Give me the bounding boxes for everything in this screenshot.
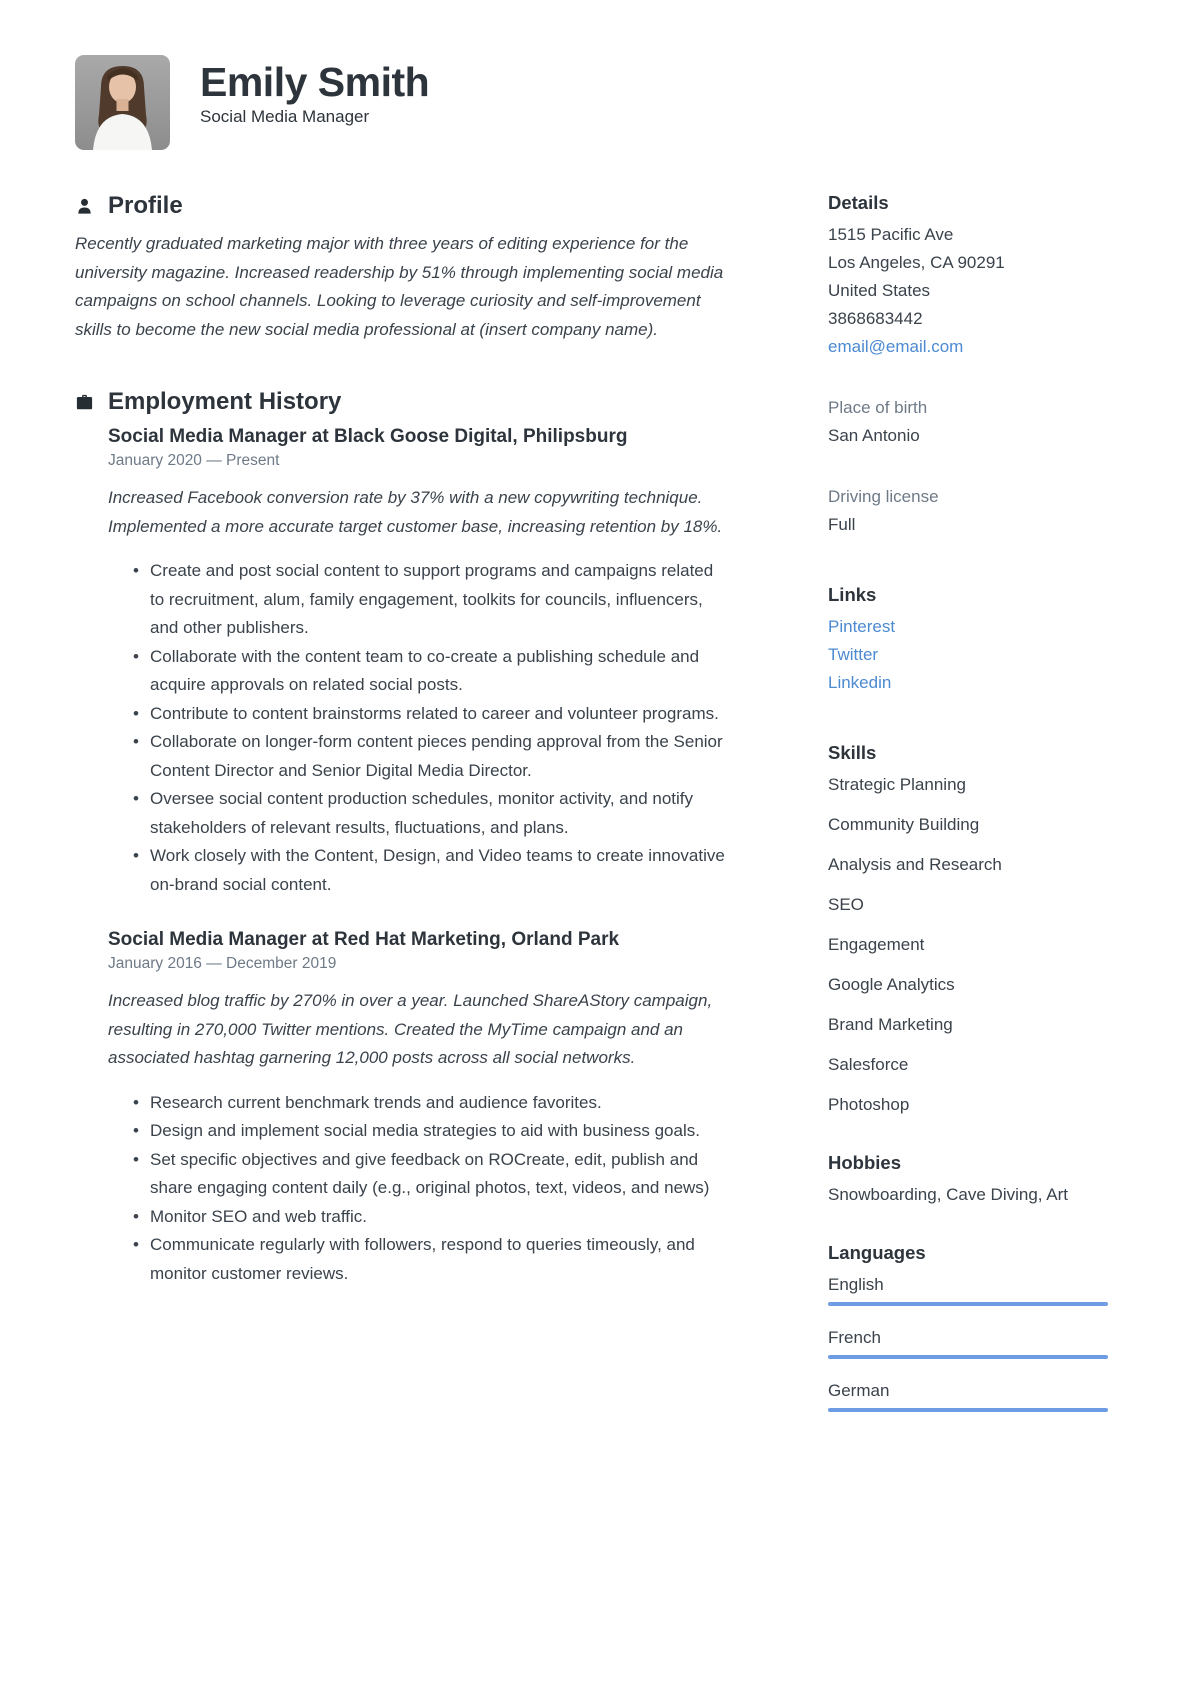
skill-item: Analysis and Research: [828, 855, 1002, 874]
content-columns: [75, 192, 1190, 1445]
person-name: Emily Smith: [200, 59, 430, 105]
skill-item: Salesforce: [828, 1055, 909, 1074]
profile-section-header: [75, 192, 730, 220]
job-dates: January 2016 — December 2019: [108, 955, 337, 972]
language-name: German: [828, 1381, 890, 1400]
driving-license-label: Driving license: [828, 487, 939, 506]
job-bullet: • Research current benchmark trends and audience favorites.: [108, 1089, 730, 1118]
person-icon: [75, 197, 94, 216]
skills-list: [828, 771, 1108, 1119]
header: [75, 55, 1190, 150]
language-item: [828, 1324, 1108, 1359]
job-summary: Increased blog traffic by 270% in over a year. Launched ShareAStory campaign, resulting in 270,000 Twitter mentions. Created the MyTime campaign and an associated hashtag garnering 12,000 posts across all social networks.: [108, 991, 713, 1067]
address-line: 3868683442: [828, 309, 923, 328]
job-bullet: • Oversee social content production schedules, monitor activity, and notify stakeholders of relevant results, fluctuations, and plans.: [108, 785, 730, 842]
job-bullet: • Set specific objectives and give feedback on ROCreate, edit, publish and share engaging content daily (e.g., original photos, text, videos, and news): [108, 1146, 730, 1203]
language-item: [828, 1377, 1108, 1412]
hobbies-heading: Hobbies: [828, 1152, 901, 1173]
address-line: 1515 Pacific Ave: [828, 225, 954, 244]
links-section: [828, 584, 1108, 697]
address-line: United States: [828, 281, 931, 300]
languages-list: [828, 1271, 1108, 1412]
languages-heading: Languages: [828, 1242, 926, 1263]
job-title: Social Media Manager at Black Goose Digital, Philipsburg: [108, 426, 628, 447]
language-name: French: [828, 1328, 881, 1347]
sidebar: [828, 192, 1108, 1445]
job-bullet: • Work closely with the Content, Design, and Video teams to create innovative on-brand social content.: [108, 842, 730, 899]
profile-section: [75, 192, 730, 344]
driving-license-section: [828, 483, 1108, 539]
address-line: Los Angeles, CA 90291: [828, 253, 1005, 272]
job-bullet: • Collaborate on longer-form content pieces pending approval from the Senior Content Director and Senior Digital Media Director.: [108, 728, 730, 785]
skill-item: Brand Marketing: [828, 1015, 953, 1034]
name-block: [200, 55, 429, 127]
job-bullets: [108, 557, 730, 899]
place-of-birth-section: [828, 394, 1108, 450]
profile-photo: [75, 55, 170, 150]
job-bullet: • Create and post social content to support programs and campaigns related to recruitment, alum, family engagement, toolkits for councils, influencers, and other publishers.: [108, 557, 730, 643]
hobbies-text: Snowboarding, Cave Diving, Art: [828, 1185, 1069, 1204]
skills-heading: Skills: [828, 742, 877, 763]
job-bullet: • Contribute to content brainstorms related to career and volunteer programs.: [108, 700, 730, 729]
job-summary: Increased Facebook conversion rate by 37% with a new copywriting technique. Implemented a more accurate target customer base, increasing retention by 18%.: [108, 488, 723, 536]
language-item: [828, 1271, 1108, 1306]
languages-section: [828, 1242, 1108, 1412]
person-job-title: Social Media Manager: [200, 106, 370, 126]
skills-section: [828, 742, 1108, 1119]
profile-heading: Profile: [108, 192, 183, 219]
social-link-linkedin[interactable]: Linkedin: [828, 673, 892, 692]
driving-license-value: Full: [828, 515, 856, 534]
jobs-list: [108, 426, 730, 1288]
skill-item: Strategic Planning: [828, 775, 966, 794]
job-bullet: • Collaborate with the content team to co-create a publishing schedule and acquire approvals on related social posts.: [108, 643, 730, 700]
details-heading: Details: [828, 192, 889, 213]
links-heading: Links: [828, 584, 877, 605]
briefcase-icon: [75, 393, 94, 412]
social-link-twitter[interactable]: Twitter: [828, 645, 879, 664]
language-level-bar: [828, 1408, 1108, 1412]
main-column: [75, 192, 730, 1445]
email-link[interactable]: email@email.com: [828, 337, 964, 356]
job-entry: [108, 426, 730, 899]
language-level-fill: [828, 1302, 1108, 1306]
job-bullet: • Communicate regularly with followers, respond to queries timeously, and monitor customer reviews.: [108, 1231, 730, 1288]
employment-section: [75, 388, 730, 1288]
language-level-bar: [828, 1355, 1108, 1359]
job-dates: January 2020 — Present: [108, 452, 280, 469]
portrait-illustration: [75, 55, 170, 150]
address-block: [828, 221, 1108, 333]
profile-text: Recently graduated marketing major with three years of editing experience for the university magazine. Increased readership by 51% through implementing social media campaigns on school channels. Looking to leverage curiosity and self-improvement skills to become the new social media professional at (insert company name).: [75, 234, 724, 339]
details-section: [828, 192, 1108, 361]
job-bullet: • Design and implement social media strategies to aid with business goals.: [108, 1117, 730, 1146]
skill-item: Community Building: [828, 815, 980, 834]
language-level-fill: [828, 1355, 1108, 1359]
language-level-bar: [828, 1302, 1108, 1306]
job-bullets: [108, 1089, 730, 1289]
place-of-birth-value: San Antonio: [828, 426, 920, 445]
skill-item: Photoshop: [828, 1095, 910, 1114]
employment-section-header: [75, 388, 730, 416]
employment-heading: Employment History: [108, 388, 342, 415]
social-link-pinterest[interactable]: Pinterest: [828, 617, 896, 636]
skill-item: Google Analytics: [828, 975, 955, 994]
job-title: Social Media Manager at Red Hat Marketing, Orland Park: [108, 929, 620, 950]
job-bullet: • Monitor SEO and web traffic.: [108, 1203, 730, 1232]
skill-item: SEO: [828, 895, 864, 914]
language-level-fill: [828, 1408, 1108, 1412]
links-list: [828, 613, 1108, 697]
place-of-birth-label: Place of birth: [828, 398, 928, 417]
language-name: English: [828, 1275, 884, 1294]
job-entry: [108, 929, 730, 1288]
hobbies-section: [828, 1152, 1108, 1209]
skill-item: Engagement: [828, 935, 925, 954]
